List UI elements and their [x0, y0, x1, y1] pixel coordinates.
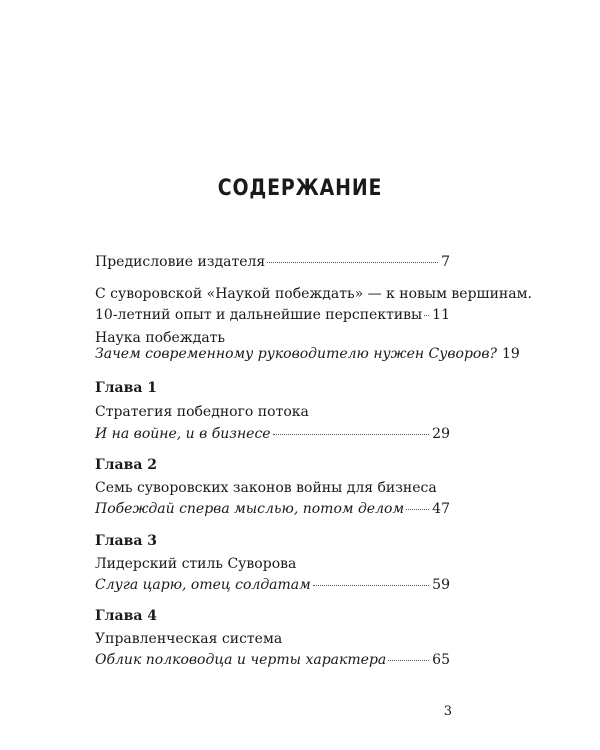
toc-page-number: 47 — [432, 501, 450, 517]
chapter-title-text: Семь суворовских законов войны для бизнеса — [95, 480, 437, 496]
page-title: СОДЕРЖАНИЕ — [217, 176, 383, 201]
chapter-subtitle-entry[interactable] — [95, 651, 450, 669]
toc-page-number: 65 — [432, 652, 450, 668]
chapter-title[interactable] — [95, 630, 450, 648]
chapter-title[interactable] — [95, 479, 450, 497]
chapter-label-text: Глава 4 — [95, 608, 158, 624]
toc-page-number: 19 — [502, 346, 520, 362]
toc-leader-dots — [267, 262, 438, 263]
chapter-subtitle-entry[interactable] — [95, 425, 450, 443]
chapter-label-text: Глава 1 — [95, 380, 158, 396]
toc-leader-dots — [313, 585, 429, 586]
toc-entry-line[interactable] — [95, 306, 450, 324]
toc-entry-subtitle: И на войне, и в бизнесе — [95, 426, 271, 442]
toc-page-number: 59 — [432, 577, 450, 593]
toc-entry-subtitle: Слуга царю, отец солдатам — [95, 577, 311, 593]
chapter-title[interactable] — [95, 555, 450, 573]
chapter-title[interactable] — [95, 403, 450, 421]
toc-entry-title: 10-летний опыт и дальнейшие перспективы — [95, 307, 423, 323]
toc-entry-subtitle: Побеждай сперва мыслью, потом делом — [95, 501, 405, 517]
chapter-label-text: Глава 2 — [95, 457, 158, 473]
chapter-subtitle-entry[interactable] — [95, 576, 450, 594]
chapter-subtitle-entry[interactable] — [95, 500, 450, 518]
toc-entry-subtitle: Зачем современному руководителю нужен Суворов? — [95, 346, 497, 362]
chapter-title-text: Лидерский стиль Суворова — [95, 556, 297, 572]
toc-entry-line[interactable] — [95, 285, 532, 303]
toc-entry-preface[interactable] — [95, 253, 450, 271]
toc-leader-dots — [406, 509, 429, 510]
toc-entry-subtitle: Облик полководца и черты характера — [95, 652, 387, 668]
toc-leader-dots — [424, 315, 429, 316]
toc-entry-title: С суворовской «Наукой побеждать» — к новым вершинам. — [95, 286, 532, 302]
toc-entry-title: Предисловие издателя — [95, 254, 266, 270]
toc-entry-title: Наука побеждать — [95, 330, 226, 346]
chapter-label — [95, 532, 450, 550]
toc-leader-dots — [273, 434, 430, 435]
chapter-label — [95, 456, 450, 474]
toc-page-number: 11 — [432, 307, 450, 323]
chapter-label — [95, 379, 450, 397]
chapter-title-text: Стратегия победного потока — [95, 404, 309, 420]
chapter-label-text: Глава 3 — [95, 533, 158, 549]
toc-entry-line[interactable] — [95, 345, 520, 363]
toc-page-number: 29 — [432, 426, 450, 442]
chapter-title-text: Управленческая система — [95, 631, 283, 647]
toc-page-number: 7 — [441, 254, 450, 270]
toc-leader-dots — [388, 660, 429, 661]
chapter-label — [95, 607, 450, 625]
page-number: 3 — [443, 704, 452, 719]
